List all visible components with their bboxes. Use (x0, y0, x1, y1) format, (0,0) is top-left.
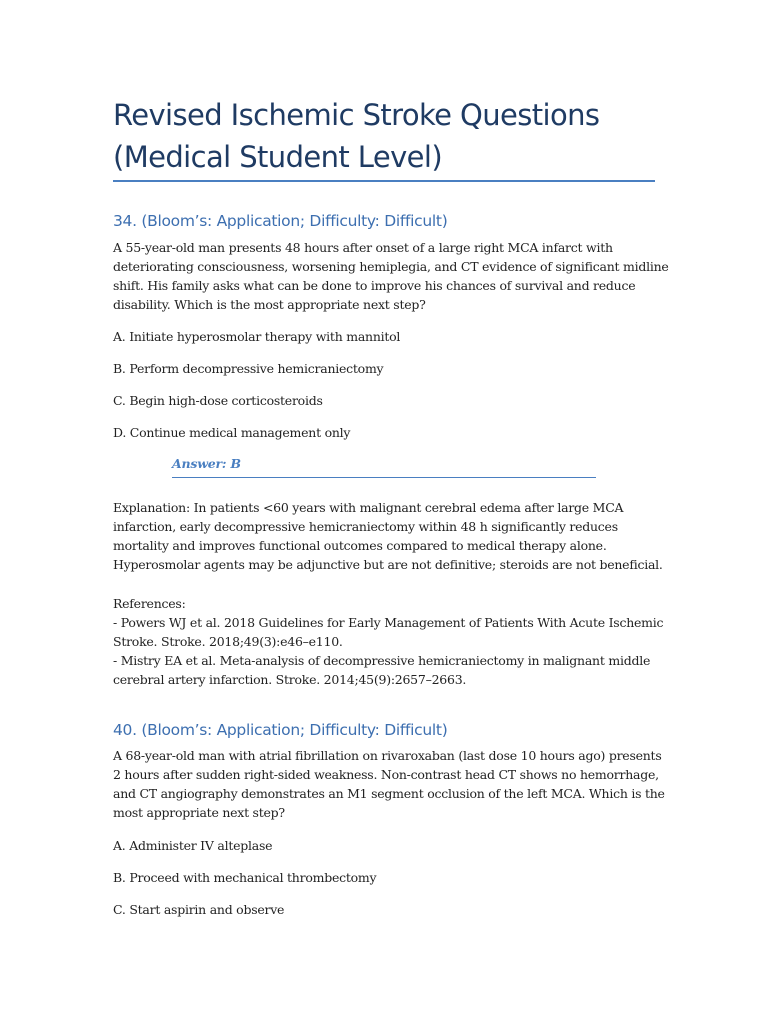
question-34-explanation (113, 498, 663, 574)
title-line-1: Revised Ischemic Stroke Questions (113, 98, 600, 132)
question-34-answer (172, 455, 596, 478)
question-40-option-a: A. Administer IV alteplase (113, 838, 273, 853)
explanation-line: Hyperosmolar agents may be adjunctive but are not definitive; steroids are not beneficial. (113, 557, 663, 572)
explanation-line: infarction, early decompressive hemicraniectomy within 48 h significantly reduces (113, 519, 618, 534)
question-34-references (113, 594, 664, 689)
explanation-line: Explanation: In patients <60 years with malignant cerebral edema after large MCA (113, 500, 624, 515)
stem-line: disability. Which is the most appropriate next step? (113, 297, 426, 312)
question-40-option-c: C. Start aspirin and observe (113, 902, 285, 917)
question-34-heading: 34. (Bloom’s: Application; Difficulty: Difficult) (113, 212, 448, 230)
question-40-stem (113, 746, 665, 822)
question-34-option-c: C. Begin high-dose corticosteroids (113, 393, 323, 408)
reference-line: cerebral artery infarction. Stroke. 2014;45(9):2657–2663. (113, 672, 467, 687)
question-40-heading: 40. (Bloom’s: Application; Difficulty: Difficult) (113, 721, 448, 739)
stem-line: 2 hours after sudden right-sided weakness. Non-contrast head CT shows no hemorrhage, (113, 767, 659, 782)
title-divider (113, 180, 655, 182)
question-40-option-b: B. Proceed with mechanical thrombectomy (113, 870, 377, 885)
stem-line: deteriorating consciousness, worsening hemiplegia, and CT evidence of significant midline (113, 259, 669, 274)
stem-line: A 55-year-old man presents 48 hours after onset of a large right MCA infarct with (113, 240, 613, 255)
question-34-stem (113, 238, 669, 314)
stem-line: A 68-year-old man with atrial fibrillation on rivaroxaban (last dose 10 hours ago) presents (113, 748, 662, 763)
stem-line: and CT angiography demonstrates an M1 segment occlusion of the left MCA. Which is the (113, 786, 665, 801)
answer-label: Answer: B (172, 456, 241, 471)
title-line-2: (Medical Student Level) (113, 140, 443, 174)
reference-line: - Mistry EA et al. Meta-analysis of decompressive hemicraniectomy in malignant middle (113, 653, 651, 668)
stem-line: most appropriate next step? (113, 805, 285, 820)
question-34-option-d: D. Continue medical management only (113, 425, 351, 440)
question-34-option-a: A. Initiate hyperosmolar therapy with mannitol (113, 329, 401, 344)
question-34-option-b: B. Perform decompressive hemicraniectomy (113, 361, 384, 376)
page-title (113, 94, 673, 178)
reference-line: Stroke. Stroke. 2018;49(3):e46–e110. (113, 634, 343, 649)
stem-line: shift. His family asks what can be done to improve his chances of survival and reduce (113, 278, 636, 293)
explanation-line: mortality and improves functional outcomes compared to medical therapy alone. (113, 538, 607, 553)
references-heading: References: (113, 596, 186, 611)
reference-line: - Powers WJ et al. 2018 Guidelines for Early Management of Patients With Acute Ischemic (113, 615, 664, 630)
